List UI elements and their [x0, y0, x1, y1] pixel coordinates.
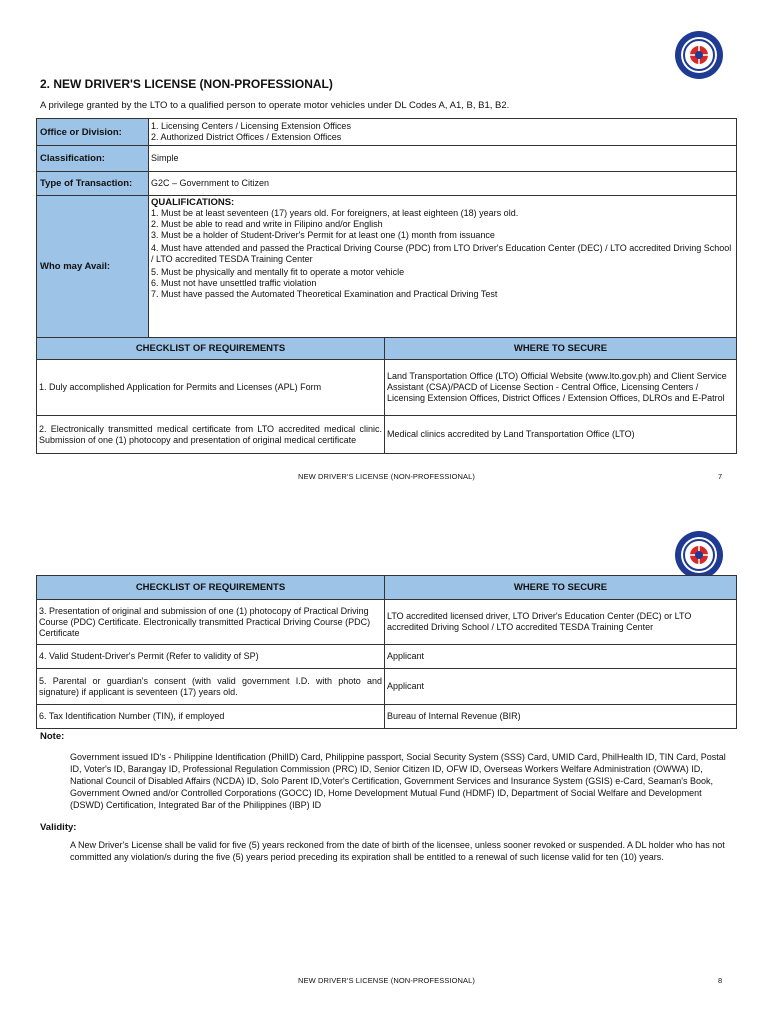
requirement-text: 6. Tax Identification Number (TIN), if employed — [37, 705, 385, 729]
info-row-who-may-avail — [37, 196, 737, 338]
where-text: LTO accredited licensed driver, LTO Driver's Education Center (DEC) or LTO accredited Driving School / LTO accredited TESDA Training Center — [385, 600, 737, 645]
where-text: Applicant — [385, 669, 737, 705]
qualification-item: 2. Must be able to read and write in Filipino and/or English — [151, 219, 383, 229]
page-footer: NEW DRIVER'S LICENSE (NON-PROFESSIONAL) — [298, 472, 476, 481]
requirement-row — [37, 705, 737, 729]
where-text: Bureau of Internal Revenue (BIR) — [385, 705, 737, 729]
lto-seal-logo — [674, 530, 724, 580]
qualification-item: 6. Must not have unsettled traffic violation — [151, 278, 317, 288]
requirement-text: 1. Duly accomplished Application for Permits and Licenses (APL) Form — [37, 360, 385, 416]
where-text: Medical clinics accredited by Land Transportation Office (LTO) — [385, 416, 737, 454]
page-number: 8 — [718, 976, 723, 985]
where-text: Applicant — [385, 645, 737, 669]
requirement-row — [37, 416, 737, 454]
info-value — [149, 119, 737, 146]
qualifications-cell — [149, 196, 737, 338]
info-row-classification — [37, 146, 737, 172]
section-title: 2. NEW DRIVER'S LICENSE (NON-PROFESSIONAL) — [40, 77, 333, 91]
office-line: 1. Licensing Centers / Licensing Extension Offices — [151, 121, 351, 131]
requirements-table-page1 — [36, 337, 737, 454]
note-label: Note: — [40, 731, 65, 742]
validity-text: A New Driver's License shall be valid for five (5) years reckoned from the date of birth of the licensee, unless sooner revoked or suspended. A DL holder who has not committed any violation/s during the five (5) years period preceding its expiration shall be entitled to a renewal of such license valid for ten (10) years. — [70, 840, 725, 862]
qualification-item: 3. Must be a holder of Student-Driver's Permit for at least one (1) month from issuance — [151, 230, 495, 240]
requirement-row — [37, 360, 737, 416]
checklist-header: CHECKLIST OF REQUIREMENTS — [37, 576, 385, 600]
requirement-text: 2. Electronically transmitted medical certificate from LTO accredited medical clinic. Submission of one (1) photocopy and presentation of original medical certificate — [37, 416, 385, 454]
requirement-text: 4. Valid Student-Driver's Permit (Refer to validity of SP) — [37, 645, 385, 669]
info-label: Office or Division: — [37, 119, 149, 146]
info-value: G2C – Government to Citizen — [149, 172, 737, 196]
page-footer: NEW DRIVER'S LICENSE (NON-PROFESSIONAL) — [298, 976, 476, 985]
info-row-transaction — [37, 172, 737, 196]
requirement-row — [37, 645, 737, 669]
requirement-text: 3. Presentation of original and submission of one (1) photocopy of Practical Driving Course (PDC) Certificate. Electronically transmitted Practical Driving Course (PDC) Certificate — [37, 600, 385, 645]
info-label: Who may Avail: — [37, 196, 149, 338]
where-text: Land Transportation Office (LTO) Official Website (www.lto.gov.ph) and Client Service Assistant (CSA)/PACD of License Section - Central Office, Licensing Centers / Licensing Extension Offices, District Offices / Extension Offices, DLROs and E-Patrol — [385, 360, 737, 416]
intro-text: A privilege granted by the LTO to a qualified person to operate motor vehicles under DL Codes A, A1, B, B1, B2. — [40, 100, 510, 111]
requirement-text: 5. Parental or guardian's consent (with valid government I.D. with photo and signature) if applicant is seventeen (17) years old. — [37, 669, 385, 705]
qualifications-title: QUALIFICATIONS: — [151, 197, 235, 208]
requirements-table-page2 — [36, 575, 737, 729]
info-value: Simple — [149, 146, 737, 172]
validity-label: Validity: — [40, 822, 77, 833]
where-header: WHERE TO SECURE — [385, 576, 737, 600]
qualification-item: 7. Must have passed the Automated Theoretical Examination and Practical Driving Test — [151, 289, 498, 299]
qualification-item: 1. Must be at least seventeen (17) years old. For foreigners, at least eighteen (18) years old. — [151, 208, 519, 218]
requirements-header-row — [37, 338, 737, 360]
office-line: 2. Authorized District Offices / Extension Offices — [151, 132, 342, 142]
requirements-header-row — [37, 576, 737, 600]
info-row-office — [37, 119, 737, 146]
where-header: WHERE TO SECURE — [385, 338, 737, 360]
requirement-row — [37, 600, 737, 645]
note-text: Government issued ID's - Philippine Identification (PhilID) Card, Philippine passport, Social Security System (SSS) Card, UMID Card, PhilHealth ID, TIN Card, Postal ID, Voter's ID, Barangay ID, Professional Regulation Commission (PRC) ID, Senior Citizen ID, OFW ID, Overseas Workers Welfare Administration (OWWA) ID, National Council of Disabled Affairs (NCDA) ID, Solo Parent ID,Voter's Certification, Government Services and Insurance System (GSIS) e-Card, Seaman's Book, Government Owned and/or Controlled Corporations (GOCC) ID, Home Development Mutual Fund (HDMF) ID, Department of Social Welfare and Development (DSWD) Certification, Integrated Bar of the Philippines (IBP) ID — [70, 752, 726, 810]
qualification-item: 5. Must be physically and mentally fit to operate a motor vehicle — [151, 267, 405, 277]
service-info-table — [36, 118, 737, 338]
requirement-row — [37, 669, 737, 705]
info-label: Classification: — [37, 146, 149, 172]
page-number: 7 — [718, 472, 723, 481]
checklist-header: CHECKLIST OF REQUIREMENTS — [37, 338, 385, 360]
info-label: Type of Transaction: — [37, 172, 149, 196]
lto-seal-logo — [674, 30, 724, 80]
qualification-item: 4. Must have attended and passed the Practical Driving Course (PDC) from LTO Driver's Education Center (DEC) / LTO accredited Driving School / LTO accredited TESDA Training Center — [151, 243, 732, 264]
